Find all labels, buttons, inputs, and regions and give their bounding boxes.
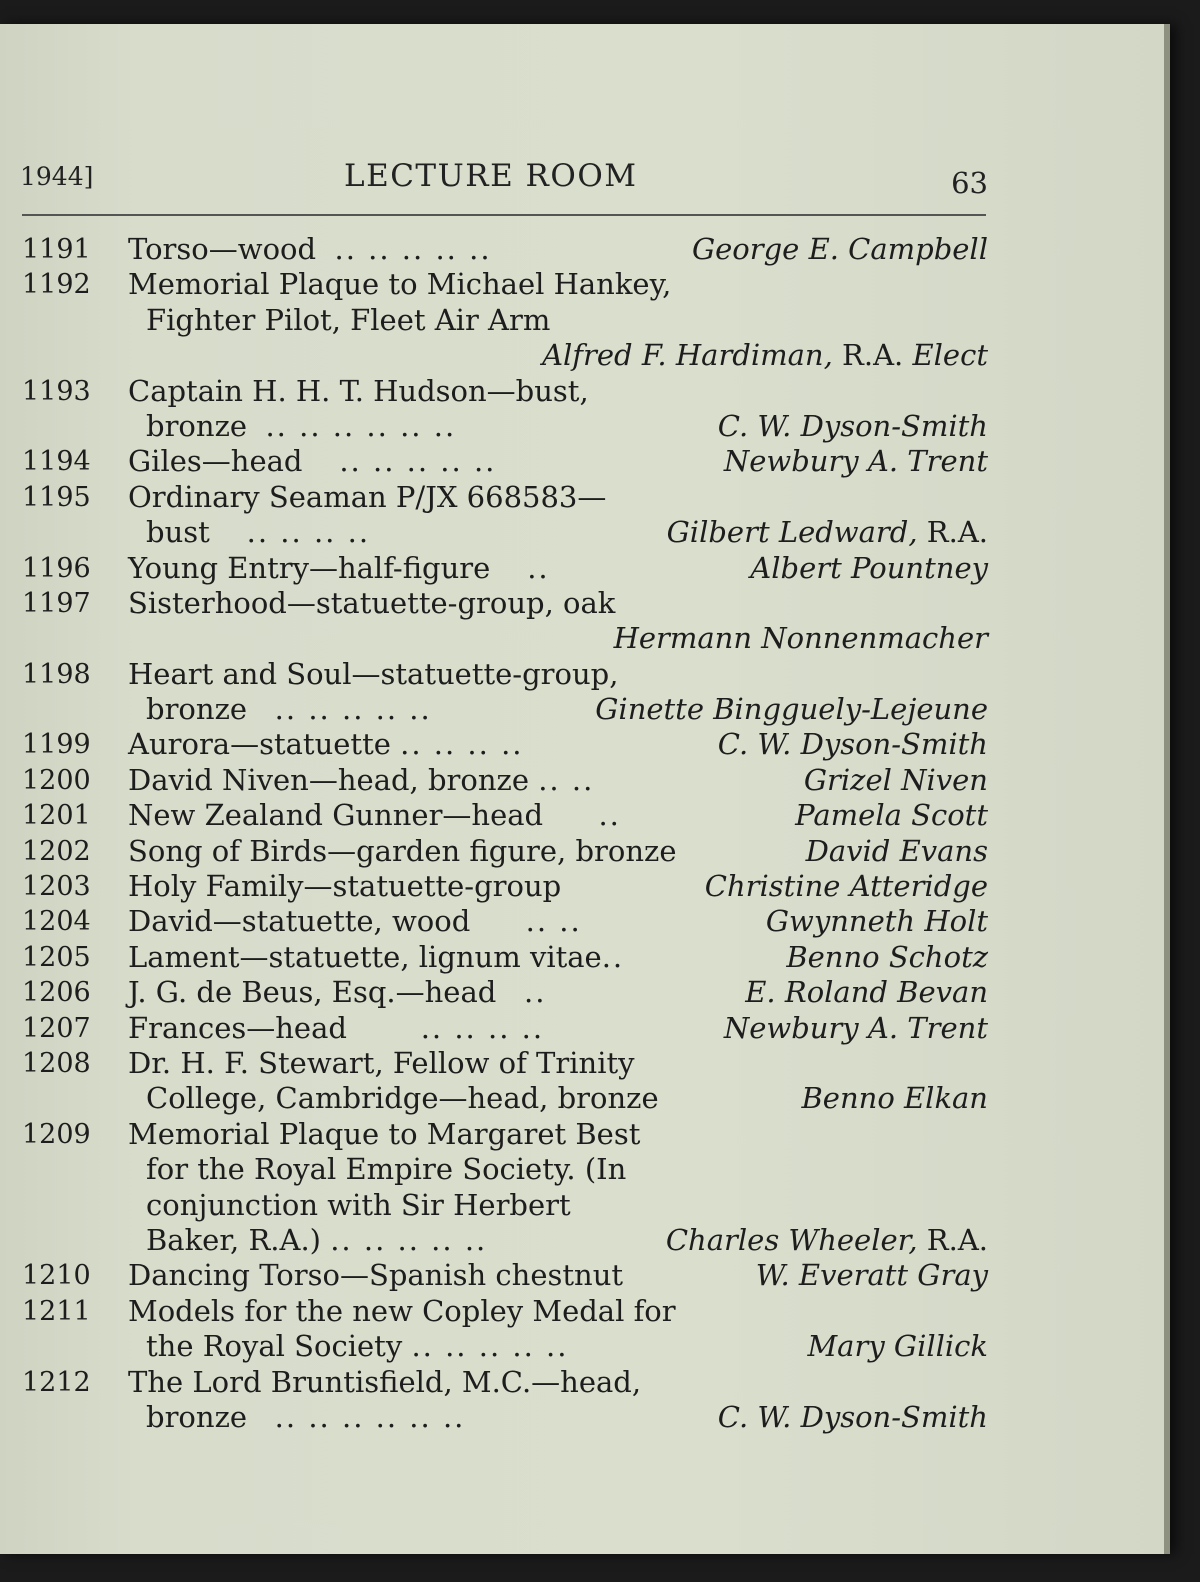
catalogue-entry [22,975,988,1010]
entry-artist: Alfred F. Hardiman, R.A. Elect [542,338,988,373]
entry-artist: C. W. Dyson-Smith [717,408,988,443]
entry-title-cont: Fighter Pilot, Fleet Air Arm [146,302,551,337]
catalogue-entry [22,1011,988,1046]
catalogue-entry [22,1294,988,1365]
entry-title: Torso—wood .. .. .. .. .. [128,232,492,266]
entry-artist: Hermann Nonnenmacher [613,621,988,656]
page-number: 63 [951,166,988,200]
entry-artist: E. Roland Bevan [745,975,988,1010]
page-title: LECTURE ROOM [344,158,638,194]
catalogue-entry [22,763,988,798]
entry-title: David Niven—head, bronze .. .. [128,762,595,797]
entry-number: 1201 [22,800,91,832]
entry-number: 1197 [22,587,91,619]
entry-title: J. G. de Beus, Esq.—head .. [128,975,547,1010]
catalogue-entry [22,657,988,728]
catalogue-entry [22,480,988,551]
entry-title-cont: College, Cambridge—head, bronze [146,1081,659,1116]
entry-title: The Lord Bruntisfield, M.C.—head, [128,1364,642,1399]
entry-title: Giles—head .. .. .. .. .. [128,444,497,479]
entry-artist: George E. Campbell [691,232,988,266]
entry-title: David—statuette, wood .. .. [128,904,582,939]
entry-title: Aurora—statuette .. .. .. .. [128,727,524,762]
header-rule [22,214,986,216]
entry-artist: Benno Schotz [786,939,988,974]
entry-artist: Ginette Bingguely-Lejeune [595,692,988,727]
catalogue-entry [22,727,988,762]
entry-title-cont: bronze .. .. .. .. .. .. [146,1399,466,1434]
entry-title-cont: the Royal Society .. .. .. .. .. [146,1329,569,1364]
entry-artist: Grizel Niven [803,762,988,797]
entry-title: Frances—head .. .. .. .. [128,1010,545,1045]
entry-number: 1208 [22,1047,91,1079]
catalogue-entry [22,1046,988,1117]
entry-artist: Gilbert Ledward, R.A. [666,515,988,550]
entry-number: 1203 [22,871,91,903]
entry-number: 1205 [22,941,91,973]
entry-title-cont: for the Royal Empire Society. (In [146,1152,627,1187]
entry-artist: Newbury A. Trent [723,444,988,479]
catalogue-entry [22,374,988,445]
entry-title: Models for the new Copley Medal for [128,1293,676,1328]
entry-title-cont: bronze .. .. .. .. .. .. [146,408,457,443]
entry-number: 1193 [22,375,91,407]
entry-title-cont: bust .. .. .. .. [146,515,371,550]
entry-number: 1211 [22,1295,91,1327]
entry-number: 1194 [22,446,91,478]
entry-number: 1209 [22,1118,91,1150]
entry-title: Memorial Plaque to Michael Hankey, [128,267,672,302]
entry-number: 1210 [22,1260,91,1292]
catalogue-entries [22,232,988,1435]
entry-artist: Pamela Scott [795,798,988,833]
catalogue-entry [22,1117,988,1259]
header-year: 1944] [20,162,94,191]
entry-title: Heart and Soul—statuette-group, [128,656,619,691]
entry-title-cont: bronze .. .. .. .. .. [146,692,432,727]
entry-title: New Zealand Gunner—head .. [128,798,621,833]
entry-artist: Gwynneth Holt [765,904,988,939]
entry-artist: Mary Gillick [807,1329,988,1364]
entry-number: 1212 [22,1366,91,1398]
entry-artist: W. Everatt Gray [755,1258,988,1293]
catalogue-entry [22,232,988,267]
catalogue-entry [22,551,988,586]
catalogue-entry [22,444,988,479]
entry-artist: C. W. Dyson-Smith [717,1399,988,1434]
entry-artist: Benno Elkan [801,1081,988,1116]
entry-number: 1202 [22,835,91,867]
entry-artist: Christine Atteridge [704,869,988,904]
entry-number: 1199 [22,729,91,761]
catalogue-entry [22,798,988,833]
entry-artist: Newbury A. Trent [723,1010,988,1045]
entry-title: Holy Family—statuette-group [128,869,562,904]
entry-title: Memorial Plaque to Margaret Best [128,1116,641,1151]
catalogue-entry [22,1365,988,1436]
entry-number: 1191 [22,234,91,265]
entry-artist: David Evans [805,833,988,868]
entry-artist: Albert Pountney [750,550,988,585]
entry-number: 1206 [22,977,91,1009]
catalogue-entry [22,940,988,975]
entry-number: 1198 [22,658,91,690]
entry-title: Young Entry—half-figure .. [128,550,550,585]
entry-number: 1200 [22,764,91,796]
catalogue-entry [22,267,988,373]
entry-title-cont: Baker, R.A.) .. .. .. .. .. [146,1222,488,1257]
entry-title: Sisterhood—statuette-group, oak [128,585,616,620]
entry-title: Captain H. H. T. Hudson—bust, [128,373,589,408]
entry-number: 1192 [22,269,91,301]
catalogue-entry [22,586,988,657]
catalogue-entry [22,834,988,869]
entry-title: Ordinary Seaman P/JX 668583— [128,479,607,514]
entry-artist: Charles Wheeler, R.A. [665,1222,988,1257]
entry-title: Dr. H. F. Stewart, Fellow of Trinity [128,1045,635,1080]
entry-number: 1204 [22,906,91,938]
page-header [20,142,988,200]
entry-title: Lament—statuette, lignum vitae.. [128,939,625,974]
entry-number: 1195 [22,481,91,513]
entry-title-cont: conjunction with Sir Herbert [146,1187,571,1222]
entry-number: 1196 [22,552,91,584]
entry-artist: C. W. Dyson-Smith [717,727,988,762]
catalogue-entry [22,1258,988,1293]
entry-title: Dancing Torso—Spanish chestnut [128,1258,624,1293]
catalogue-entry [22,904,988,939]
entry-number: 1207 [22,1012,91,1044]
book-page [0,24,1170,1554]
entry-title: Song of Birds—garden figure, bronze [128,833,677,868]
catalogue-entry [22,869,988,904]
